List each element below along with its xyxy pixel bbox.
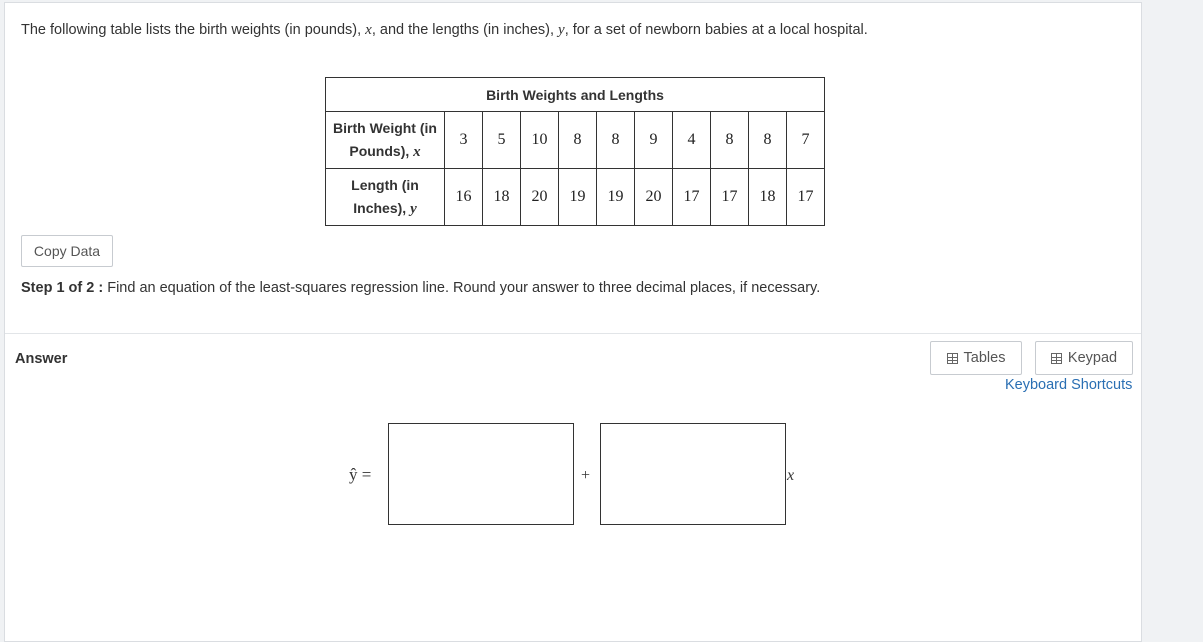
intercept-input[interactable] [388, 423, 574, 525]
length-cell: 17 [673, 169, 711, 226]
step-text: Find an equation of the least-squares regression line. Round your answer to three decimal places, if necessary. [103, 280, 821, 296]
row-label-length-var: y [410, 200, 417, 217]
weight-cell: 3 [445, 112, 483, 169]
answer-label: Answer [15, 351, 68, 367]
question-panel [4, 2, 1142, 642]
row-label-length-text: Length (in Inches), [351, 176, 419, 216]
intro-var-x: x [365, 22, 372, 38]
length-cell: 17 [711, 169, 749, 226]
row-label-weight [326, 112, 445, 169]
weight-cell: 7 [787, 112, 825, 169]
keypad-label: Keypad [1067, 350, 1118, 366]
weight-cell: 5 [483, 112, 521, 169]
grid-icon [947, 353, 958, 364]
weight-cell: 8 [711, 112, 749, 169]
calculator-icon [1051, 353, 1062, 364]
weight-cell: 8 [749, 112, 787, 169]
intro-text-1: The following table lists the birth weights (in pounds), [21, 22, 366, 38]
weight-cell: 8 [559, 112, 597, 169]
weight-cell: 8 [597, 112, 635, 169]
tables-label: Tables [963, 350, 1006, 366]
keyboard-shortcuts-link[interactable]: Keyboard Shortcuts [1005, 377, 1133, 393]
table-row-lengths [326, 169, 825, 226]
row-label-weight-var: x [413, 143, 421, 160]
length-cell: 18 [749, 169, 787, 226]
table-caption: Birth Weights and Lengths [326, 78, 825, 112]
x-variable: x [787, 467, 795, 484]
section-divider [5, 333, 1141, 334]
weight-cell: 9 [635, 112, 673, 169]
tables-button[interactable] [930, 341, 1022, 375]
length-cell: 20 [635, 169, 673, 226]
length-cell: 19 [597, 169, 635, 226]
length-cell: 18 [483, 169, 521, 226]
step-instruction [21, 280, 820, 296]
length-cell: 20 [521, 169, 559, 226]
plus-sign: + [581, 467, 591, 484]
birth-weights-table [325, 77, 825, 226]
intro-text-3: , for a set of newborn babies at a local hospital. [564, 22, 868, 38]
slope-input[interactable] [600, 423, 786, 525]
length-cell: 17 [787, 169, 825, 226]
length-cell: 19 [559, 169, 597, 226]
row-label-weight-text: Birth Weight (in Pounds), [333, 119, 437, 159]
intro-text-2: , and the lengths (in inches), [371, 22, 559, 38]
intro-var-y: y [558, 22, 565, 38]
weight-cell: 4 [673, 112, 711, 169]
length-cell: 16 [445, 169, 483, 226]
problem-intro [21, 22, 868, 39]
step-number: Step 1 of 2 : [21, 280, 104, 296]
weight-cell: 10 [521, 112, 559, 169]
table-row-weights [326, 112, 825, 169]
y-hat-label: ŷ = [349, 465, 372, 484]
copy-data-button[interactable]: Copy Data [21, 235, 113, 267]
row-label-length [326, 169, 445, 226]
keypad-button[interactable] [1035, 341, 1133, 375]
